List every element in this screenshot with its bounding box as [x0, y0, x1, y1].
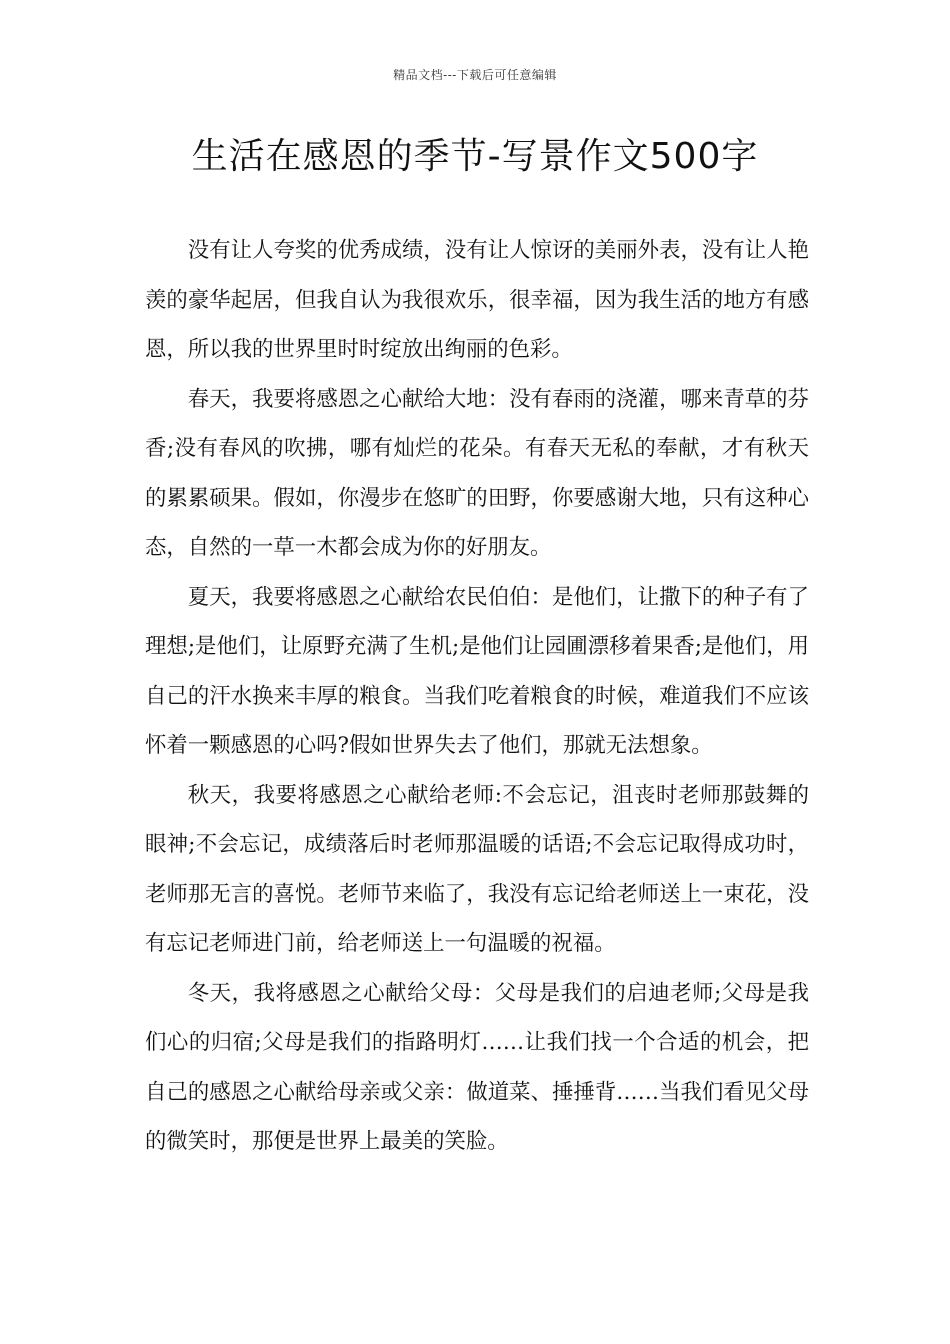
paragraph-summer: 夏天，我要将感恩之心献给农民伯伯：是他们，让撒下的种子有了理想;是他们，让原野充满了生机;是他们让园圃漂移着果香;是他们，用自己的汗水换来丰厚的粮食。当我们吃着粮食的时候，难道我们不应该怀着一颗感恩的心吗?假如世界失去了他们，那就无法想象。	[145, 584, 809, 758]
document-body	[145, 226, 809, 1167]
paragraph-autumn: 秋天，我要将感恩之心献给老师:不会忘记，沮丧时老师那鼓舞的眼神;不会忘记，成绩落后时老师那温暖的话语;不会忘记取得成功时，老师那无言的喜悦。老师节来临了，我没有忘记给老师送上一束花，没有忘记老师进门前，给老师送上一句温暖的祝福。	[145, 782, 809, 956]
header-note: 精品文档---下载后可任意编辑	[393, 68, 557, 82]
paragraph-spring: 春天，我要将感恩之心献给大地：没有春雨的浇灌，哪来青草的芬香;没有春风的吹拂，哪有灿烂的花朵。有春天无私的奉献，才有秋天的累累硕果。假如，你漫步在悠旷的田野，你要感谢大地，只有这种心态，自然的一草一木都会成为你的好朋友。	[145, 386, 809, 560]
paragraph-winter: 冬天，我将感恩之心献给父母：父母是我们的启迪老师;父母是我们心的归宿;父母是我们的指路明灯……让我们找一个合适的机会，把自己的感恩之心献给母亲或父亲：做道菜、捶捶背……当我们看见父母的微笑时，那便是世界上最美的笑脸。	[145, 980, 809, 1154]
document-title: 生活在感恩的季节-写景作文500字	[191, 136, 759, 177]
paragraph-intro: 没有让人夸奖的优秀成绩，没有让人惊讶的美丽外表，没有让人艳羡的豪华起居，但我自认为我很欢乐，很幸福，因为我生活的地方有感恩，所以我的世界里时时绽放出绚丽的色彩。	[145, 238, 809, 362]
